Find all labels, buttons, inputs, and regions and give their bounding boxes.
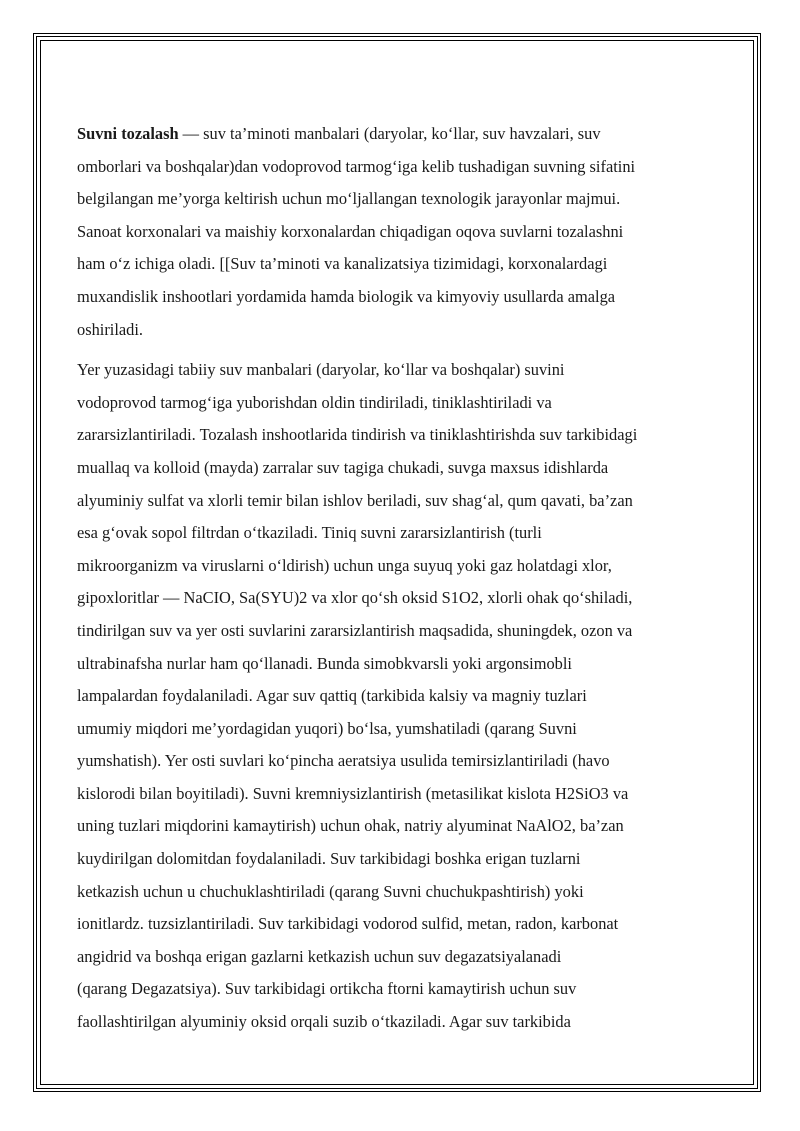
text-line: mikroorganizm va viruslarni o‘ldirish) uchun unga suyuq yoki gaz holatdagi xlor, bbox=[77, 555, 612, 575]
text-line: oshiriladi. bbox=[77, 319, 144, 339]
text-line: faollashtirilgan alyuminiy oksid orqali suzib o‘tkaziladi. Agar suv tarkibida bbox=[77, 1012, 571, 1032]
text-line: ketkazish uchun u chuchuklashtiriladi (qarang Suvni chuchukpashtirish) yoki bbox=[77, 881, 584, 901]
text-line: ionitlardz. tuzsizlantiriladi. Suv tarkibidagi vodorod sulfid, metan, radon, karbonat bbox=[77, 914, 619, 934]
paragraph-2 bbox=[77, 354, 725, 1038]
text-line: omborlari va boshqalar)dan vodoprovod tarmog‘iga kelib tushadigan suvning sifatini bbox=[77, 156, 636, 176]
text-line: esa g‘ovak sopol filtrdan o‘tkaziladi. Tiniq suvni zararsizlantirish (turli bbox=[77, 523, 542, 543]
text-line: kislorodi bilan boyitiladi). Suvni kremniysizlantirish (metasilikat kislota H2SiO3 va bbox=[77, 783, 629, 803]
text-line: ham o‘z ichiga oladi. [[Suv ta’minoti va kanalizatsiya tizimidagi, korxonalardagi bbox=[77, 254, 608, 274]
text-line: muallaq va kolloid (mayda) zarralar suv tagiga chukadi, suvga maxsus idishlarda bbox=[77, 457, 609, 477]
text-line: yumshatish). Yer osti suvlari ko‘pincha aeratsiya usulida temirsizlantiriladi (havo bbox=[77, 751, 610, 771]
text-line: gipoxloritlar — NaCIO, Sa(SYU)2 va xlor qo‘sh oksid S1O2, xlorli ohak qo‘shiladi, bbox=[77, 588, 633, 608]
text-line: angidrid va boshqa erigan gazlarni ketkazish uchun suv degazatsiyalanadi bbox=[77, 946, 562, 966]
text-line: kuydirilgan dolomitdan foydalaniladi. Suv tarkibidagi boshka erigan tuzlarni bbox=[77, 849, 581, 869]
text-line: Sanoat korxonalari va maishiy korxonalardan chiqadigan oqova suvlarni tozalashni bbox=[77, 221, 624, 241]
paragraph-1 bbox=[77, 118, 725, 346]
text-line: belgilangan me’yorga keltirish uchun mo‘ljallangan texnologik jarayonlar majmui. bbox=[77, 189, 621, 209]
document-body bbox=[77, 118, 725, 1047]
text-line: Yer yuzasidagi tabiiy suv manbalari (daryolar, ko‘llar va boshqalar) suvini bbox=[77, 360, 565, 380]
text-line: tindirilgan suv va yer osti suvlarini zararsizlantirish maqsadida, shuningdek, ozon va bbox=[77, 620, 633, 640]
text-line: zararsizlantiriladi. Tozalash inshootlarida tindirish va tiniklashtirishda suv tarkibidagi bbox=[77, 425, 638, 445]
text-line: alyuminiy sulfat va xlorli temir bilan ishlov beriladi, suv shag‘al, qum qavati, ba’zan bbox=[77, 490, 633, 510]
text-line: vodoprovod tarmog‘iga yuborishdan oldin tindiriladi, tiniklashtiriladi va bbox=[77, 392, 552, 412]
text-line: uning tuzlari miqdorini kamaytirish) uchun ohak, natriy alyuminat NaAlO2, ba’zan bbox=[77, 816, 624, 836]
text-line: umumiy miqdori me’yordagidan yuqori) bo‘lsa, yumshatiladi (qarang Suvni bbox=[77, 718, 577, 738]
text-line: — suv ta’minoti manbalari (daryolar, ko‘llar, suv havzalari, suv bbox=[178, 124, 601, 143]
text-line: (qarang Degazatsiya). Suv tarkibidagi ortikcha ftorni kamaytirish uchun suv bbox=[77, 979, 577, 999]
term-heading: Suvni tozalash bbox=[77, 124, 179, 143]
text-line: lampalardan foydalaniladi. Agar suv qattiq (tarkibida kalsiy va magniy tuzlari bbox=[77, 686, 587, 706]
text-line: ultrabinafsha nurlar ham qo‘llanadi. Bunda simobkvarsli yoki argonsimobli bbox=[77, 653, 572, 673]
text-line: muxandislik inshootlari yordamida hamda biologik va kimyoviy usullarda amalga bbox=[77, 286, 616, 306]
